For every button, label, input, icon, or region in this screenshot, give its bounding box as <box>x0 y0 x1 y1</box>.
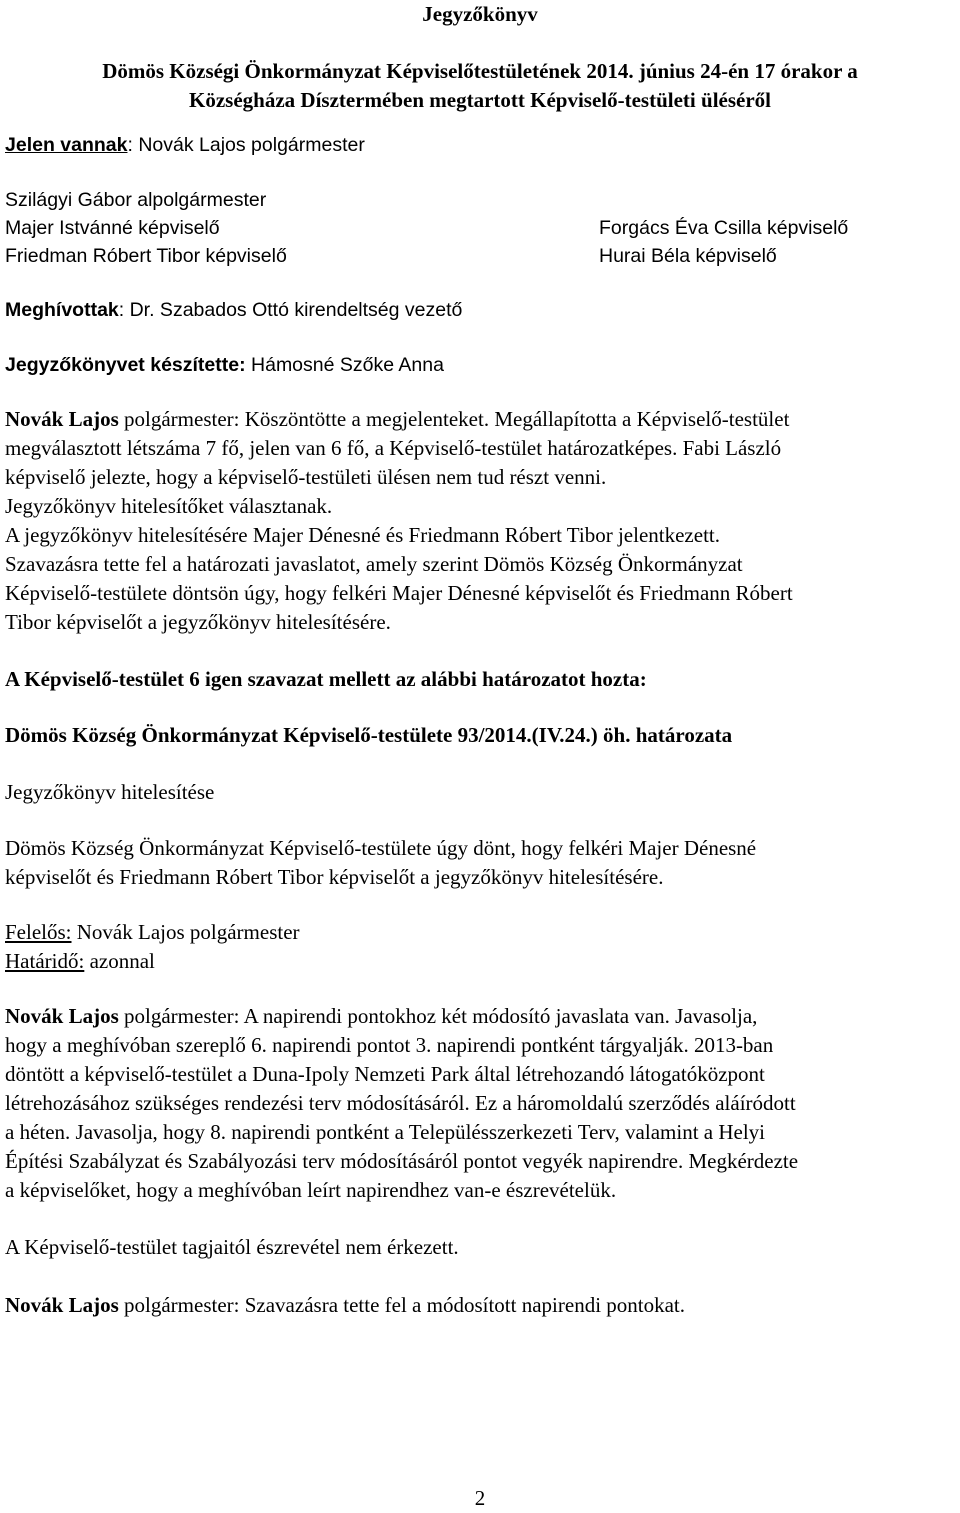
member: Majer Istvánné képviselő <box>5 217 220 239</box>
responsible-line <box>5 918 955 947</box>
deadline-label: Határidő: <box>5 949 85 973</box>
author-label: Jegyzőkönyvet készítette: <box>5 354 246 376</box>
resolution-subject: Jegyzőkönyv hitelesítése <box>5 780 215 804</box>
agenda-paragraph <box>5 1002 955 1205</box>
invited-label: Meghívottak <box>5 299 119 321</box>
resolution-text <box>5 834 955 892</box>
invited-line <box>5 296 955 324</box>
deadline-line <box>5 947 955 976</box>
paragraph-line <box>5 1002 955 1031</box>
paragraph-line: Jegyzőkönyv hitelesítőket választanak. <box>5 494 333 518</box>
member: Forgács Éva Csilla képviselő <box>599 217 849 239</box>
present-first: : Novák Lajos polgármester <box>127 134 365 156</box>
closing-text: polgármester: Szavazásra tette fel a módosított napirendi pontokat. <box>118 1293 686 1317</box>
subtitle-line: Dömös Községi Önkormányzat Képviselőtestületének 2014. június 24-én 17 órakor a <box>102 59 858 83</box>
paragraph-line: Dömös Község Önkormányzat Képviselő-testülete úgy dönt, hogy felkéri Majer Dénesné <box>5 836 757 860</box>
document-subtitle <box>5 57 955 115</box>
document-title: Jegyzőkönyv <box>422 2 538 26</box>
subtitle-line: Községháza Dísztermében megtartott Képviselő-testületi üléséről <box>189 88 771 112</box>
paragraph-text: polgármester: A napirendi pontokhoz két módosító javaslata van. Javasolja, <box>118 1004 758 1028</box>
deadline-value: azonnal <box>84 949 155 973</box>
speaker-name: Novák Lajos <box>5 1293 119 1317</box>
paragraph-line: Építési Szabályzat és Szabályozási terv módosításáról pontot vegyék napirendre. Megkérdezte <box>5 1149 799 1173</box>
responsible-value: Novák Lajos polgármester <box>71 920 300 944</box>
paragraph-line: döntött a képviselő-testület a Duna-Ipoly Nemzeti Park által létrehozandó látogatóközpont <box>5 1062 765 1086</box>
paragraph-line: Szavazásra tette fel a határozati javaslatot, amely szerint Dömös Község Önkormányzat <box>5 552 743 576</box>
member: Friedman Róbert Tibor képviselő <box>5 245 287 267</box>
closing-line <box>5 1291 955 1320</box>
paragraph-line: hogy a meghívóban szereplő 6. napirendi pontot 3. napirendi pontként tárgyalják. 2013-ban <box>5 1033 774 1057</box>
paragraph-line: képviselőt és Friedmann Róbert Tibor képviselőt a jegyzőkönyv hitelesítésére. <box>5 865 664 889</box>
resolution-number: Dömös Község Önkormányzat Képviselő-testülete 93/2014.(IV.24.) öh. határozata <box>5 723 733 747</box>
present-label: Jelen vannak <box>5 134 128 156</box>
no-comment-line: A Képviselő-testület tagjaitól észrevétel nem érkezett. <box>5 1235 459 1259</box>
vote-statement: A Képviselő-testület 6 igen szavazat mellett az alábbi határozatot hozta: <box>5 667 647 691</box>
speaker-name: Novák Lajos <box>5 407 119 431</box>
paragraph-line: Tibor képviselőt a jegyzőkönyv hitelesítésére. <box>5 610 391 634</box>
author-line <box>5 351 955 379</box>
member: Szilágyi Gábor alpolgármester <box>5 189 267 211</box>
paragraph-text: polgármester: Köszöntötte a megjelenteket. Megállapította a Képviselő-testület <box>118 407 790 431</box>
paragraph-line: A jegyzőkönyv hitelesítésére Majer Dénesné és Friedmann Róbert Tibor jelentkezett. <box>5 523 720 547</box>
paragraph-line: létrehozásához szükséges rendezési terv módosításáról. Ez a háromoldalú szerződés aláíródott <box>5 1091 796 1115</box>
invited-value: : Dr. Szabados Ottó kirendeltség vezető <box>118 299 463 321</box>
speaker-name: Novák Lajos <box>5 1004 119 1028</box>
document-page <box>5 0 955 1320</box>
paragraph-line: a héten. Javasolja, hogy 8. napirendi pontként a Településszerkezeti Terv, valamint a Helyi <box>5 1120 765 1144</box>
paragraph-line: képviselő jelezte, hogy a képviselő-testületi ülésen nem tud részt venni. <box>5 465 607 489</box>
paragraph-line: a képviselőket, hogy a meghívóban leírt napirendhez van-e észrevételük. <box>5 1178 617 1202</box>
paragraph-line: megválasztott létszáma 7 fő, jelen van 6 fő, a Képviselő-testület határozatképes. Fabi László <box>5 436 782 460</box>
members-right-column <box>599 186 848 270</box>
page-number: 2 <box>474 1486 486 1510</box>
responsible-label: Felelős: <box>5 920 72 944</box>
members-left-column <box>5 186 599 270</box>
paragraph-line <box>5 405 955 434</box>
opening-paragraph <box>5 405 955 637</box>
paragraph-line: Képviselő-testülete döntsön úgy, hogy felkéri Majer Dénesné képviselőt és Friedmann Róbert <box>5 581 793 605</box>
member: Hurai Béla képviselő <box>599 245 777 267</box>
author-value: Hámosné Szőke Anna <box>245 354 444 376</box>
members-list <box>5 186 955 270</box>
present-line <box>5 131 955 159</box>
responsibility-block <box>5 918 955 976</box>
